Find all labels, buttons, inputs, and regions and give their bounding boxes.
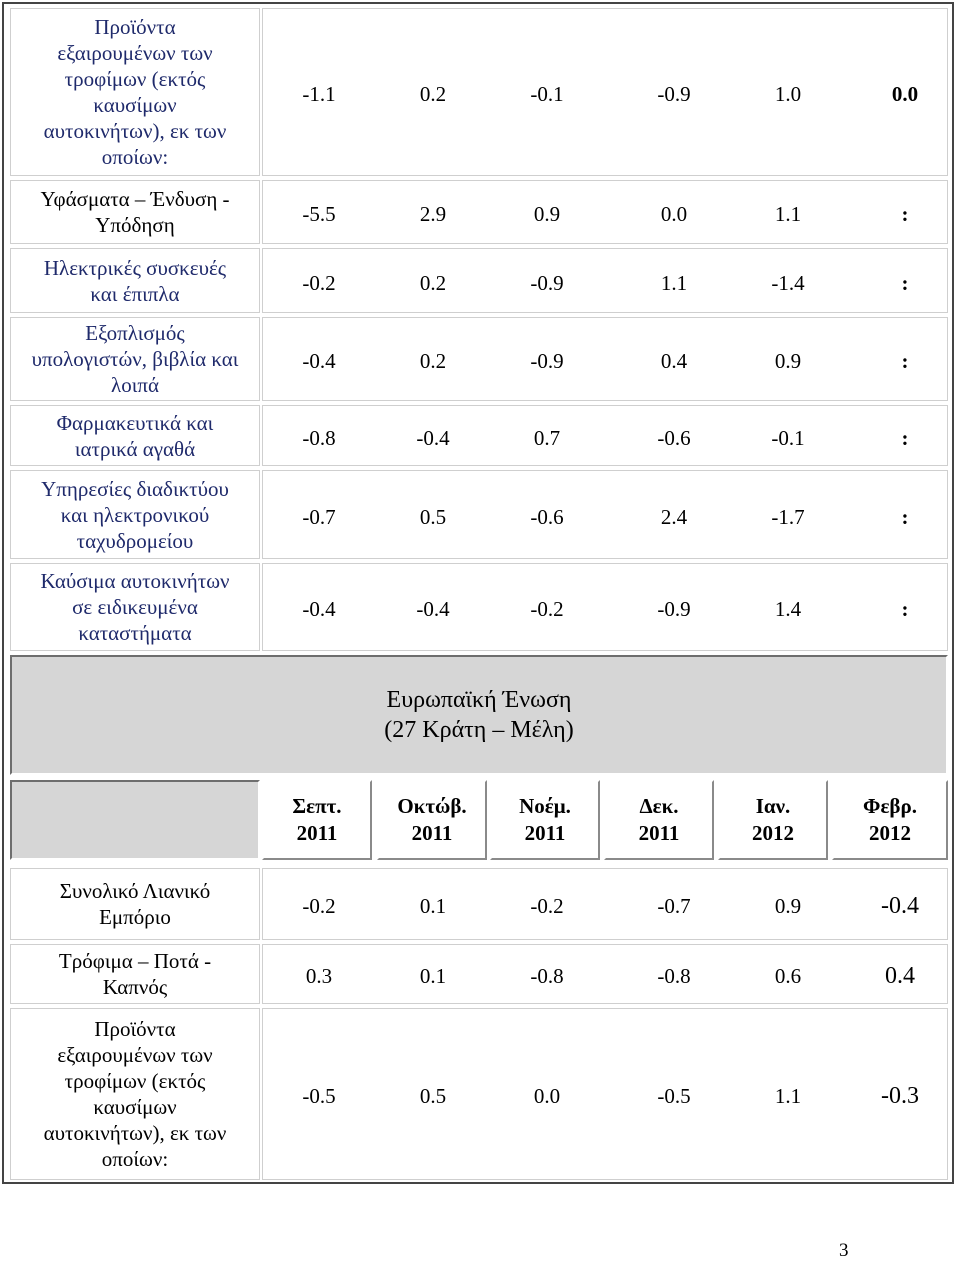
row-label-line: υπολογιστών, βιβλία και: [31, 347, 239, 371]
row-label-line: Καπνός: [102, 975, 168, 999]
top-row-values: [262, 470, 948, 559]
value-cell: 0.4: [660, 349, 688, 373]
month-header-cell: [604, 780, 714, 860]
value-cell: 0.1: [419, 894, 447, 918]
row-label-line: λοιπά: [111, 373, 159, 397]
month-header-cell: [490, 780, 600, 860]
value-cell: 0.0: [891, 82, 919, 106]
value-cell: -1.4: [771, 270, 805, 295]
year-label: 2011: [296, 821, 338, 845]
value-cell: 0.2: [419, 270, 447, 295]
value-cell: -0.9: [657, 597, 691, 621]
row-label-line: τροφίμων (εκτός: [64, 67, 206, 91]
top-row-values: [262, 317, 948, 401]
row-label-line: οποίων:: [101, 1147, 169, 1171]
value-cell: -0.2: [530, 894, 564, 918]
eu-subtitle: (27 Κράτη – Μέλη): [384, 717, 574, 743]
top-row-label: [10, 180, 260, 244]
value-cell: -0.4: [416, 597, 450, 621]
eu-row-label: [10, 868, 260, 940]
row-label-line: και έπιπλα: [90, 281, 180, 306]
month-label: Σεπτ.: [292, 794, 342, 818]
month-header-cell: [377, 780, 487, 860]
row-label-line: ιατρικά αγαθά: [74, 436, 196, 461]
eu-section-header: [10, 655, 948, 775]
value-cell: -0.7: [657, 894, 691, 918]
year-label: 2012: [752, 821, 794, 845]
month-label: Οκτώβ.: [397, 794, 467, 818]
value-cell: :: [901, 202, 909, 226]
value-cell: 0.2: [419, 349, 447, 373]
value-cell: 0.0: [533, 1084, 561, 1108]
value-cell: -0.4: [302, 349, 336, 373]
value-cell: -0.8: [530, 964, 564, 988]
month-label: Νοέμ.: [519, 794, 571, 818]
page-number: 3: [839, 1240, 849, 1261]
value-cell: :: [901, 597, 909, 621]
value-cell: 0.3: [305, 964, 333, 988]
month-header-cell: [262, 780, 372, 860]
eu-row-values: [262, 944, 948, 1004]
value-cell: -0.9: [530, 270, 564, 295]
row-label-line: Εμπόριο: [99, 905, 171, 929]
row-label-line: καυσίμων: [93, 93, 177, 117]
row-label-line: Εξοπλισμός: [85, 321, 185, 345]
value-cell: 0.2: [419, 82, 447, 106]
eu-row-label: [10, 1008, 260, 1180]
top-row-label: [10, 317, 260, 401]
value-cell: 0.9: [774, 894, 802, 918]
value-cell: 0.6: [774, 964, 802, 988]
top-row-values: [262, 248, 948, 313]
month-label: Δεκ.: [639, 794, 679, 818]
eu-title: Ευρωπαϊκή Ένωση: [386, 687, 572, 713]
value-cell: 2.9: [419, 202, 447, 226]
top-row-label: [10, 563, 260, 651]
value-cell: 2.4: [660, 504, 688, 529]
row-label-line: Προϊόντα: [94, 15, 176, 39]
value-cell: -1.1: [302, 82, 336, 106]
top-row-label: [10, 8, 260, 176]
row-label-line: εξαιρουμένων των: [57, 41, 213, 65]
row-label-line: Φαρμακευτικά και: [56, 410, 214, 435]
header-corner-cell: [10, 780, 260, 860]
row-label-line: Ηλεκτρικές συσκευές: [43, 255, 227, 280]
month-label: Φεβρ.: [863, 794, 917, 818]
value-cell: 0.0: [660, 202, 688, 226]
eu-row-label: [10, 944, 260, 1004]
row-label-line: καυσίμων: [93, 1095, 177, 1119]
row-label-line: εξαιρουμένων των: [57, 1043, 213, 1067]
top-row-values: [262, 563, 948, 651]
value-cell: 0.4: [885, 963, 915, 989]
top-row-label: [10, 405, 260, 466]
value-cell: 0.7: [533, 425, 561, 450]
value-cell: :: [901, 504, 909, 529]
value-cell: :: [901, 270, 909, 295]
value-cell: 0.9: [533, 202, 561, 226]
value-cell: :: [901, 425, 909, 450]
top-row-values: [262, 405, 948, 466]
year-label: 2012: [869, 821, 911, 845]
row-label-line: ταχυδρομείου: [76, 528, 194, 553]
value-cell: -0.1: [530, 82, 564, 106]
value-cell: -0.2: [530, 597, 564, 621]
row-label-line: Υφάσματα – Ένδυση -: [40, 187, 230, 211]
row-label-line: και ηλεκτρονικού: [60, 502, 210, 527]
value-cell: -5.5: [302, 202, 336, 226]
year-label: 2011: [411, 821, 453, 845]
value-cell: -1.7: [771, 504, 805, 529]
top-row-label: [10, 470, 260, 559]
value-cell: -0.2: [302, 270, 336, 295]
value-cell: 0.1: [419, 964, 447, 988]
value-cell: 0.5: [419, 1084, 447, 1108]
value-cell: 1.1: [774, 202, 802, 226]
value-cell: -0.4: [416, 425, 450, 450]
row-label-line: Υπηρεσίες διαδικτύου: [41, 476, 229, 501]
value-cell: -0.9: [530, 349, 564, 373]
value-cell: -0.6: [657, 425, 691, 450]
value-cell: 0.5: [419, 504, 447, 529]
month-header-cell: [832, 780, 948, 860]
row-label-line: οποίων:: [101, 145, 169, 169]
row-label-line: Συνολικό Λιανικό: [59, 879, 211, 903]
value-cell: -0.3: [881, 1083, 919, 1109]
value-cell: -0.8: [657, 964, 691, 988]
year-label: 2011: [638, 821, 680, 845]
value-cell: -0.8: [302, 425, 336, 450]
top-row-values: [262, 180, 948, 244]
row-label-line: Καύσιμα αυτοκινήτων: [40, 569, 230, 593]
value-cell: 1.0: [774, 82, 802, 106]
value-cell: 1.4: [774, 597, 802, 621]
value-cell: -0.5: [657, 1084, 691, 1108]
year-label: 2011: [524, 821, 566, 845]
month-header-cell: [718, 780, 828, 860]
value-cell: -0.7: [302, 504, 336, 529]
row-label-line: αυτοκινήτων), εκ των: [43, 1121, 227, 1145]
row-label-line: τροφίμων (εκτός: [64, 1069, 206, 1093]
eu-row-values: [262, 1008, 948, 1180]
top-row-values: [262, 8, 948, 176]
value-cell: 0.9: [774, 349, 802, 373]
row-label-line: σε ειδικευμένα: [72, 595, 198, 619]
value-cell: 1.1: [774, 1084, 802, 1108]
top-row-label: [10, 248, 260, 313]
eu-row-values: [262, 868, 948, 940]
value-cell: -0.6: [530, 504, 564, 529]
row-label-line: Προϊόντα: [94, 1017, 176, 1041]
value-cell: 1.1: [660, 270, 688, 295]
value-cell: -0.4: [881, 893, 919, 919]
value-cell: -0.9: [657, 82, 691, 106]
value-cell: :: [901, 349, 909, 373]
row-label-line: καταστήματα: [78, 621, 192, 645]
value-cell: -0.1: [771, 425, 805, 450]
value-cell: -0.5: [302, 1084, 336, 1108]
month-label: Ιαν.: [755, 794, 791, 818]
value-cell: -0.4: [302, 597, 336, 621]
row-label-line: Τρόφιμα – Ποτά -: [58, 949, 212, 973]
value-cell: -0.2: [302, 894, 336, 918]
row-label-line: Υπόδηση: [95, 213, 175, 237]
row-label-line: αυτοκινήτων), εκ των: [43, 119, 227, 143]
